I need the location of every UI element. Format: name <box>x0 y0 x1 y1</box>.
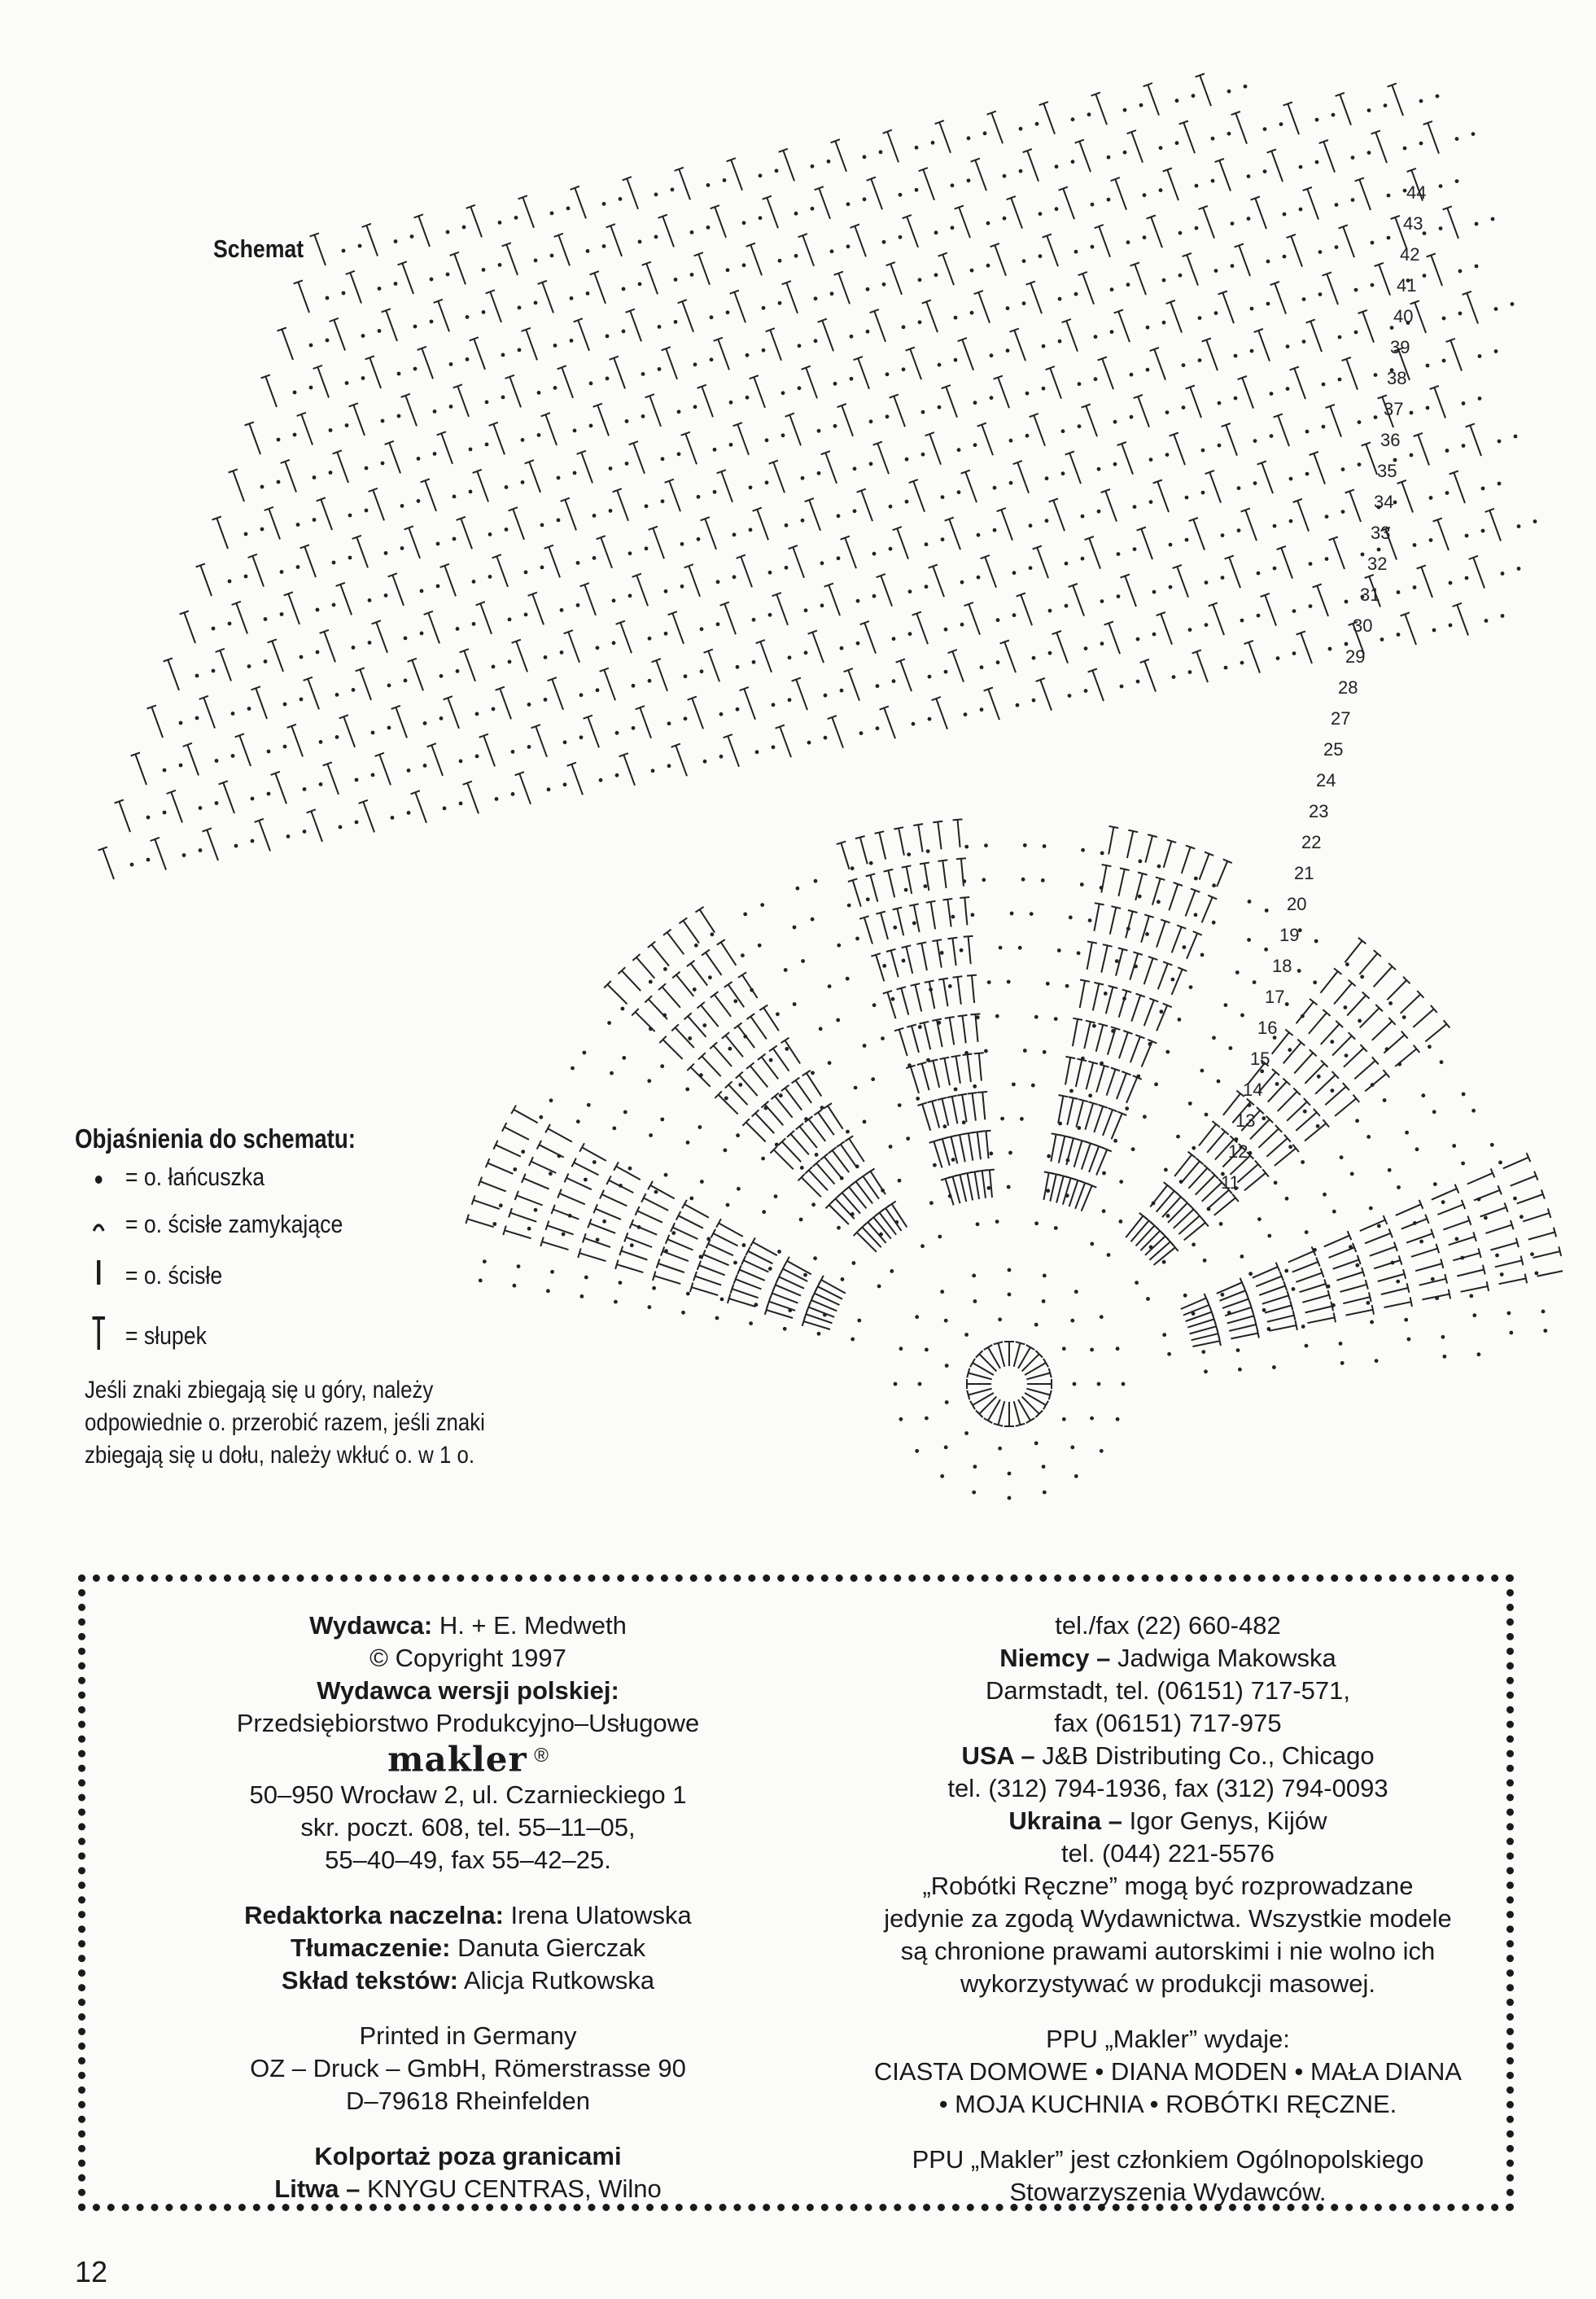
row-number-label: 37 <box>1384 399 1404 419</box>
row-number-label: 18 <box>1272 956 1292 976</box>
row-number-label: 17 <box>1265 987 1285 1007</box>
germany-label: Niemcy – <box>999 1644 1111 1672</box>
row-number-label: 38 <box>1387 368 1407 388</box>
row-number-label: 14 <box>1243 1079 1263 1100</box>
rights-line: jedynie za zgodą Wydawnictwa. Wszystkie modele <box>884 1904 1452 1933</box>
schema-label: Schemat <box>213 234 304 263</box>
imprint-right-column <box>842 1609 1493 2209</box>
legend-item-text: = o. ścisłe <box>125 1261 223 1290</box>
row-number-label: 44 <box>1406 182 1427 203</box>
usa-value: J&B Distributing Co., Chicago <box>1042 1741 1375 1770</box>
germany-line: fax (06151) 717-975 <box>1054 1709 1282 1737</box>
row-number-label: 25 <box>1323 739 1344 760</box>
editor-label: Redaktorka naczelna: <box>244 1901 504 1930</box>
member-line: Stowarzyszenia Wydawców. <box>1009 2178 1327 2206</box>
rights-line: wykorzystywać w produkcji masowej. <box>960 1969 1375 1998</box>
row-number-label: 39 <box>1390 337 1410 357</box>
row-number-label: 24 <box>1316 770 1336 790</box>
polish-edition-label: Wydawca wersji polskiej: <box>317 1676 619 1705</box>
address-line: skr. poczt. 608, tel. 55–11–05, <box>300 1813 636 1842</box>
row-number-label: 35 <box>1377 461 1397 481</box>
row-number-label: 27 <box>1331 708 1351 729</box>
row-number-label: 19 <box>1279 925 1300 945</box>
single-crochet-bar-icon <box>85 1259 112 1293</box>
distribution-label: Kolportaż poza granicami <box>314 2142 622 2171</box>
usa-label: USA – <box>961 1741 1035 1770</box>
ukraine-label: Ukraina – <box>1008 1806 1122 1835</box>
row-number-label: 11 <box>1221 1172 1240 1193</box>
address-line: 50–950 Wrocław 2, ul. Czarnieckiego 1 <box>249 1780 687 1810</box>
page-number: 12 <box>75 2255 108 2288</box>
imprint-box <box>78 1574 1514 2211</box>
titles-line: CIASTA DOMOWE • DIANA MODEN • MAŁA DIANA <box>873 2057 1463 2086</box>
legend-item-text: = słupek <box>125 1321 207 1350</box>
printed-line: OZ – Druck – GmbH, Römerstrasse 90 <box>250 2054 686 2083</box>
row-number-label: 28 <box>1338 677 1358 698</box>
row-number-label: 12 <box>1228 1141 1248 1162</box>
row-number-label: 29 <box>1345 646 1366 667</box>
translation-value: Danuta Gierczak <box>457 1933 645 1963</box>
rights-line: „Robótki Ręczne” mogą być rozprowadzane <box>922 1872 1414 1900</box>
company-name: Przedsiębiorstwo Produkcyjno–Usługowe <box>236 1709 700 1737</box>
typesetting-value: Alicja Rutkowska <box>463 1966 655 1995</box>
legend-title: Objaśnienia do schematu: <box>75 1123 356 1154</box>
printed-line: D–79618 Rheinfelden <box>346 2087 590 2116</box>
legend-item-chain <box>85 1163 265 1192</box>
makler-logo: makler <box>387 1739 527 1780</box>
publisher-label: Wydawca: <box>309 1611 433 1640</box>
double-crochet-icon <box>85 1314 112 1358</box>
legend-item-single-crochet <box>85 1259 222 1293</box>
row-number-label: 33 <box>1371 523 1391 543</box>
copyright: © Copyright 1997 <box>369 1644 566 1672</box>
row-number-label: 36 <box>1380 430 1401 450</box>
germany-value: Jadwiga Makowska <box>1117 1644 1336 1672</box>
address-line: 55–40–49, fax 55–42–25. <box>325 1846 611 1875</box>
typesetting-label: Skład tekstów: <box>281 1966 458 1995</box>
titles-line: PPU „Makler” wydaje: <box>1046 2025 1290 2053</box>
row-number-label: 20 <box>1287 894 1307 914</box>
lithuania-label: Litwa – <box>274 2174 361 2204</box>
titles-line: • MOJA KUCHNIA • ROBÓTKI RĘCZNE. <box>938 2090 1397 2118</box>
telfax-line: tel./fax (22) 660-482 <box>1055 1611 1281 1640</box>
row-number-label: 30 <box>1353 615 1373 636</box>
imprint-left-column <box>134 1609 802 2205</box>
printed-line: Printed in Germany <box>359 2021 577 2051</box>
lithuania-value: KNYGU CENTRAS, Wilno <box>366 2174 662 2204</box>
row-number-label: 13 <box>1235 1110 1256 1131</box>
legend-item-slip-stitch <box>85 1210 343 1239</box>
row-number-label: 22 <box>1301 832 1322 852</box>
ukraine-line: tel. (044) 221-5576 <box>1061 1839 1275 1868</box>
translation-label: Tłumaczenie: <box>291 1933 451 1963</box>
legend-item-double-crochet <box>85 1314 207 1358</box>
chain-dot-icon <box>85 1163 112 1192</box>
usa-line: tel. (312) 794-1936, fax (312) 794-0093 <box>947 1774 1388 1802</box>
row-number-label: 41 <box>1397 275 1417 296</box>
ukraine-value: Igor Genys, Kijów <box>1129 1806 1327 1835</box>
crochet-diagram <box>49 65 1563 1514</box>
publisher-value: H. + E. Medweth <box>439 1611 627 1640</box>
row-number-label: 21 <box>1294 863 1314 883</box>
row-number-label: 16 <box>1257 1018 1278 1038</box>
row-number-label: 23 <box>1309 801 1329 821</box>
slip-stitch-arc-icon <box>85 1210 112 1239</box>
row-number-label: 34 <box>1374 492 1394 512</box>
legend-item-text: = o. łańcuszka <box>125 1163 265 1191</box>
editor-value: Irena Ulatowska <box>510 1901 692 1930</box>
row-number-label: 32 <box>1367 554 1388 574</box>
row-number-label: 42 <box>1400 244 1420 265</box>
row-number-label: 15 <box>1250 1049 1270 1069</box>
germany-line: Darmstadt, tel. (06151) 717-571, <box>985 1676 1351 1705</box>
row-number-label: 43 <box>1403 213 1423 234</box>
member-line: PPU „Makler” jest członkiem Ogólnopolskiego <box>912 2145 1424 2174</box>
row-number-label: 31 <box>1360 585 1380 605</box>
legend-item-text: = o. ścisłe zamykające <box>125 1210 343 1238</box>
row-number-label: 40 <box>1393 306 1414 326</box>
rights-line: są chronione prawami autorskimi i nie wolno ich <box>900 1937 1436 1965</box>
registered-mark: ® <box>534 1745 549 1767</box>
legend-note: Jeśli znaki zbiegają się u góry, należy odpowiednie o. przerobić razem, jeśli znaki zbiegają się u dołu, należy wkłuć o. w 1 o. <box>85 1377 485 1469</box>
